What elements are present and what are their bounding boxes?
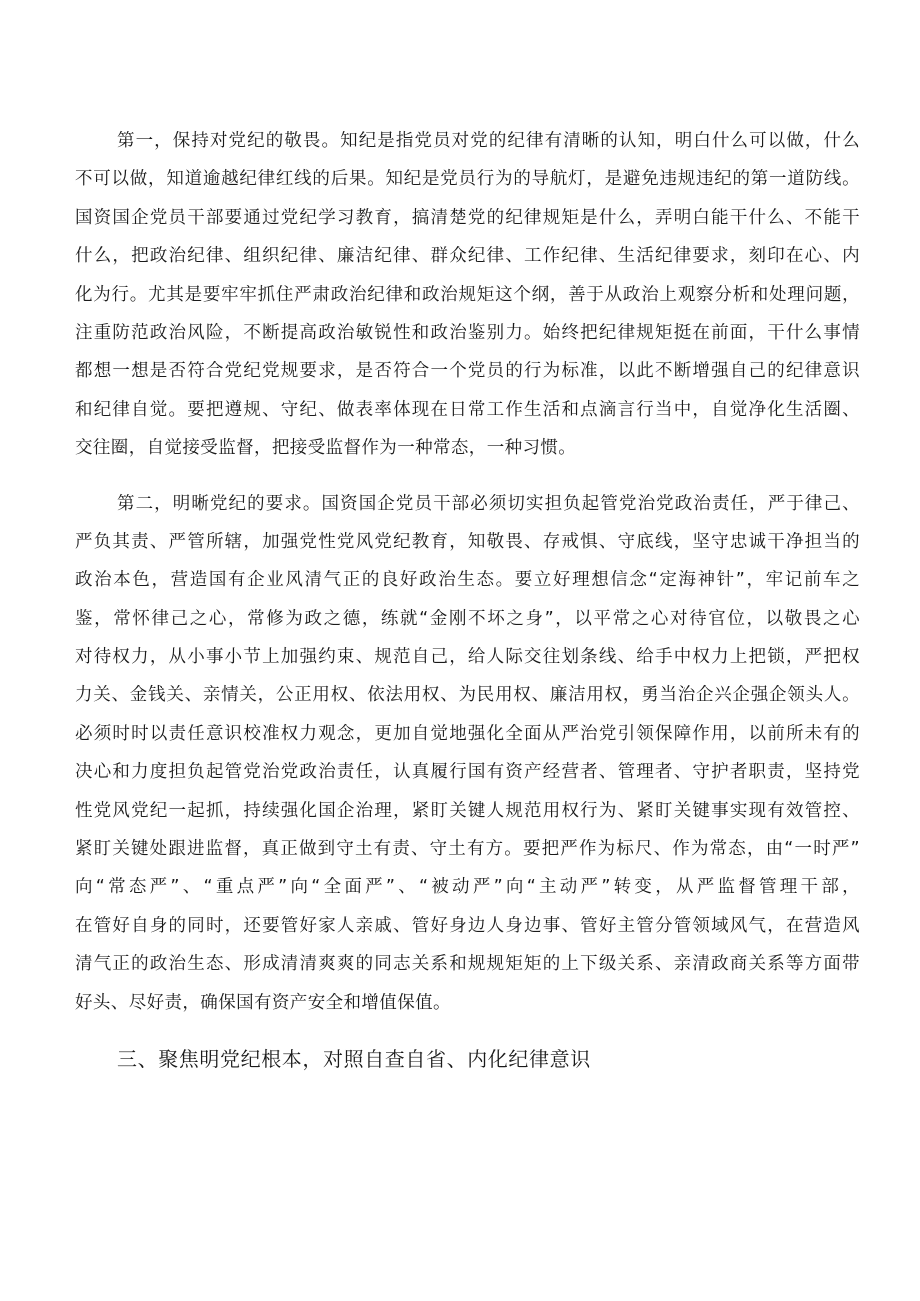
text-line: 交往圈，自觉接受监督，把接受监督作为一种常态，一种习惯。 [75, 438, 577, 459]
text-line: 政治本色，营造国有企业风清气正的良好政治生态。要立好理想信念“定海神针”，牢记前车之 [75, 570, 860, 591]
paragraph-1 [75, 122, 860, 468]
paragraph-spacer [75, 1022, 860, 1039]
text-line: 都想一想是否符合党纪党规要求，是否符合一个党员的行为标准，以此不断增强自己的纪律意识 [75, 361, 860, 382]
text-line: 紧盯关键处跟进监督，真正做到守土有责、守土有方。要把严作为标尺、作为常态，由“一时严” [75, 839, 860, 860]
text-line: 决心和力度担负起管党治党政治责任，认真履行国有资产经营者、管理者、守护者职责，坚持党 [75, 762, 860, 783]
paragraph-2 [75, 485, 860, 1022]
text-line: 力关、金钱关、亲情关，公正用权、依法用权、为民用权、廉洁用权，勇当治企兴企强企领头人。 [75, 685, 860, 706]
text-line: 好头、尽好责，确保国有资产安全和增值保值。 [75, 992, 451, 1013]
text-line: 向“常态严”、“重点严”向“全面严”、“被动严”向“主动严”转变，从严监督管理干部， [75, 877, 860, 898]
text-line: 什么，把政治纪律、组织纪律、廉洁纪律、群众纪律、工作纪律、生活纪律要求，刻印在心、内 [75, 246, 860, 267]
text-line: 性党风党纪一起抓，持续强化国企治理，紧盯关键人规范用权行为、紧盯关键事实现有效管控、 [75, 800, 860, 821]
text-line: 清气正的政治生态、形成清清爽爽的同志关系和规规矩矩的上下级关系、亲清政商关系等方面带 [75, 954, 860, 975]
text-line: 第二，明晰党纪的要求。国资国企党员干部必须切实担负起管党治党政治责任，严于律己、 [117, 493, 860, 514]
text-line: 注重防范政治风险，不断提高政治敏锐性和政治鉴别力。始终把纪律规矩挺在前面，干什么事情 [75, 322, 860, 343]
paragraph-spacer [75, 468, 860, 485]
document-page [75, 122, 860, 1079]
text-line: 鉴，常怀律己之心，常修为政之德，练就“金刚不坏之身”，以平常之心对待官位，以敬畏之心 [75, 608, 860, 629]
text-line: 国资国企党员干部要通过党纪学习教育，搞清楚党的纪律规矩是什么，弄明白能干什么、不能干 [75, 207, 860, 228]
text-line: 不可以做，知道逾越纪律红线的后果。知纪是党员行为的导航灯，是避免违规违纪的第一道防线。 [75, 169, 860, 190]
text-line: 化为行。尤其是要牢牢抓住严肃政治纪律和政治规矩这个纲，善于从政治上观察分析和处理问题， [75, 284, 860, 305]
text-line: 严负其责、严管所辖，加强党性党风党纪教育，知敬畏、存戒惧、守底线，坚守忠诚干净担当的 [75, 531, 860, 552]
text-line: 和纪律自觉。要把遵规、守纪、做表率体现在日常工作生活和点滴言行当中，自觉净化生活圈、 [75, 399, 860, 420]
text-line: 必须时时以责任意识校准权力观念，更加自觉地强化全面从严治党引领保障作用，以前所未有的 [75, 723, 860, 744]
text-line: 在管好自身的同时，还要管好家人亲戚、管好身边人身边事、管好主管分管领域风气，在营造风 [75, 915, 860, 936]
section-heading: 三、聚焦明党纪根本，对照自查自省、内化纪律意识 [117, 1046, 591, 1071]
text-line: 第一，保持对党纪的敬畏。知纪是指党员对党的纪律有清晰的认知，明白什么可以做，什么 [117, 131, 860, 151]
text-line: 对待权力，从小事小节上加强约束、规范自己，给人际交往划条线、给手中权力上把锁，严把权 [75, 647, 860, 668]
